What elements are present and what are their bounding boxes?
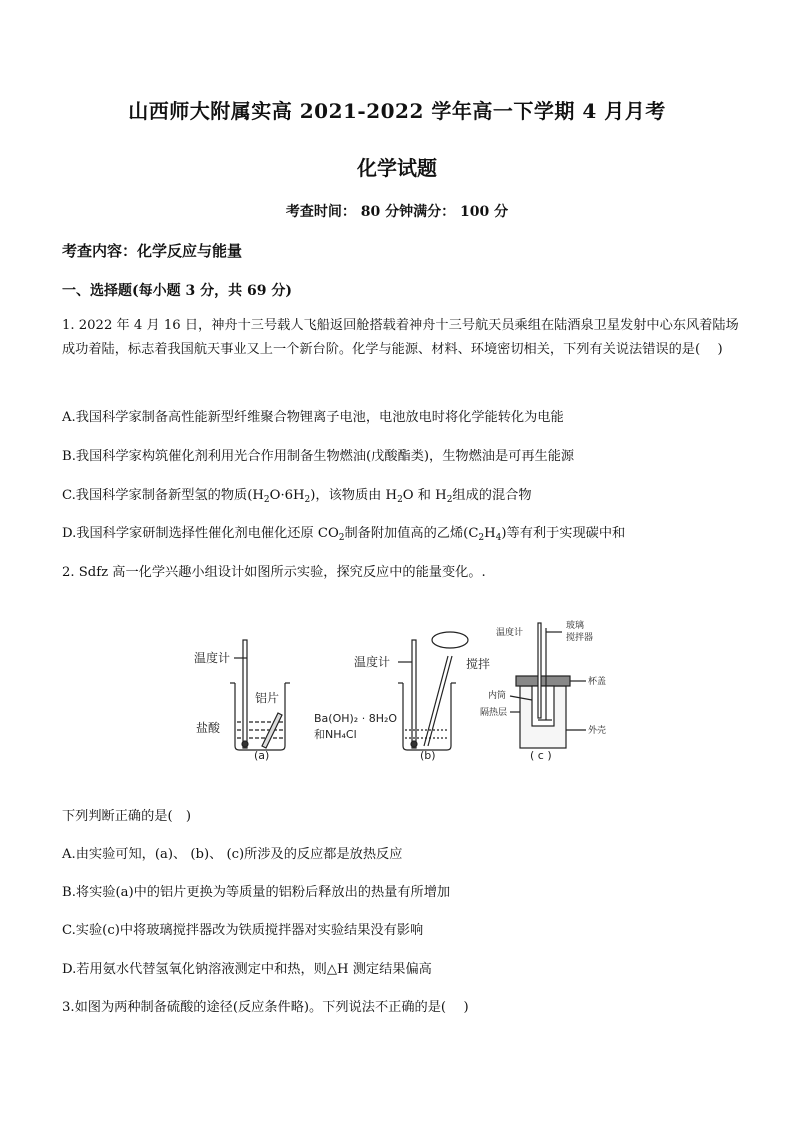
label-c-shell: 外壳 [588,726,607,736]
question-3-stem: 3.如图为两种制备硫酸的途径(反应条件略)。下列说法不正确的是( ) [62,1000,469,1015]
label-b-reagent-1: Ba(OH)₂ · 8H₂O [314,712,398,725]
question-1-option-a: A.我国科学家制备高性能新型纤维聚合物锂离子电池，电池放电时将化学能转化为电能 [62,410,564,425]
label-c-glass-2: 搅拌器 [566,633,594,643]
label-c-insulation: 隔热层 [480,708,508,718]
exam-time: 考查时间： 80 分钟满分： 100 分 [285,204,509,220]
label-a-aluminum: 铝片 [255,691,280,705]
question-2-option-d: D.若用氨水代替氢氧化钠溶液测定中和热，则△H 测定结果偏高 [62,962,432,977]
label-a-acid: 盐酸 [196,721,221,735]
label-a-thermometer: 温度计 [194,651,231,665]
section-heading: 一、选择题(每小题 3 分，共 69 分) [62,283,292,299]
exam-title: 山西师大附属实高 2021-2022 学年高一下学期 4 月月考 [128,99,666,123]
label-c-inner: 内筒 [488,691,507,701]
content-label: 考查内容：化学反应与能量 [62,242,243,260]
question-2-stem: 2. Sdfz 高一化学兴趣小组设计如图所示实验，探究反应中的能量变化。. [62,565,486,580]
apparatus-b [398,632,468,750]
question-1-option-b: B.我国科学家构筑催化剂利用光合作用制备生物燃油(戊酸酯类)，生物燃油是可再生能源 [62,449,575,464]
question-2-option-c: C.实验(c)中将玻璃搅拌器改为铁质搅拌器对实验结果没有影响 [62,923,424,938]
question-2-prompt: 下列判断正确的是( ) [62,809,191,824]
question-1-stem: 1. 2022 年 4 月 16 日，神舟十三号载人飞船返回舱搭载着神舟十三号航天员乘组在陆酒泉卫星发射中心东风着陆场成功着陆，标志着我国航天事业又上一个新台阶。化学与能源、材料、环境密切相关，下列有关说法错误的是( ) [62,318,739,357]
question-1-option-c: C.我国科学家制备新型氢的物质$(H_2O\cdot 6H_2)$，该物质由 $H_2O$ 和 $H_2$组成的混合物 [62,488,532,505]
label-c-glass-1: 玻璃 [566,621,585,631]
question-2-option-a: A.由实验可知，(a)、 (b)、 (c)所涉及的反应都是放热反应 [62,847,403,862]
question-2-option-b: B.将实验(a)中的铝片更换为等质量的铝粉后释放出的热量有所增加 [62,885,451,900]
question-1-option-d: D.我国科学家研制选择性催化剂电催化还原 $CO_2$制备附加值高的乙烯$(C_2H_4)$等有利于实现碳中和 [62,526,626,543]
caption-b: (b) [420,749,436,762]
label-c-thermometer: 温度计 [496,628,524,638]
caption-a: (a) [254,749,270,762]
caption-c: ( c ) [530,749,552,762]
label-b-stir: 搅拌 [466,657,491,671]
label-b-reagent-2: 和NH₄Cl [314,728,357,741]
label-c-lid: 杯盖 [588,677,607,687]
label-b-thermometer: 温度计 [354,655,391,669]
exam-subtitle: 化学试题 [357,156,437,180]
experiment-figure [190,618,610,768]
